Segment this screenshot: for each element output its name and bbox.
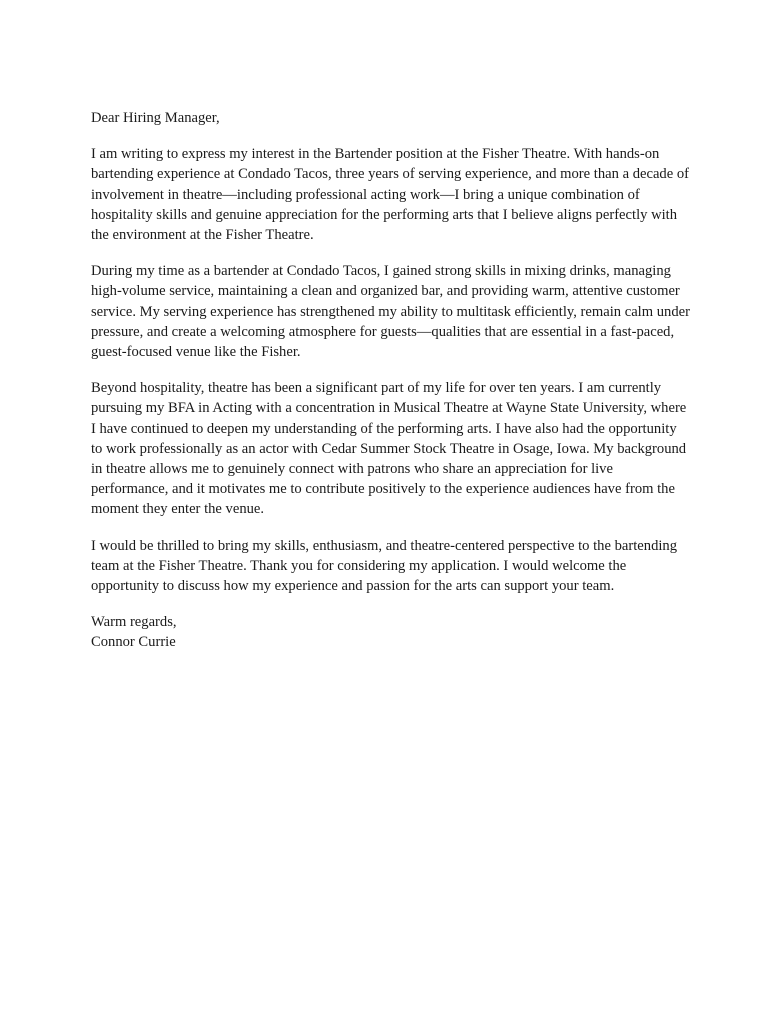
letter-closing-block	[91, 612, 691, 652]
letter-paragraph-bartending: During my time as a bartender at Condado Tacos, I gained strong skills in mixing drinks, managing high-volume service, maintaining a clean and organized bar, and providing warm, attentive customer service. My serving experience has strengthened my ability to multitask efficiently, remain calm under pressure, and create a welcoming atmosphere for guests—qualities that are essential in a fast-paced, guest-focused venue like the Fisher.	[91, 263, 690, 361]
letter-paragraph-theatre: Beyond hospitality, theatre has been a significant part of my life for over ten years. I am currently pursuing my BFA in Acting with a concentration in Musical Theatre at Wayne State University, where I have continued to deepen my understanding of the performing arts. I have also had the opportunity to work professionally as an actor with Cedar Summer Stock Theatre in Osage, Iowa. My background in theatre allows me to genuinely connect with patrons who share an appreciation for live performance, and it motivates me to contribute positively to the experience audiences have from the moment they enter the venue.	[91, 380, 687, 518]
letter-paragraph-conclusion: I would be thrilled to bring my skills, enthusiasm, and theatre-centered perspective to the bartending team at the Fisher Theatre. Thank you for considering my application. I would welcome the opportunity to discuss how my experience and passion for the arts can support your team.	[91, 537, 678, 595]
letter-closing: Warm regards,	[91, 614, 177, 631]
letter-paragraph-intro: I am writing to express my interest in the Bartender position at the Fisher Theatre. With hands-on bartending experience at Condado Tacos, three years of serving experience, and more than a decade of involvement in theatre—including professional acting work—I bring a unique combination of hospitality skills and genuine appreciation for the performing arts that I believe aligns perfectly with the environment at the Fisher Theatre.	[91, 146, 690, 244]
letter-signature: Connor Currie	[91, 634, 176, 651]
cover-letter	[91, 108, 691, 653]
letter-salutation: Dear Hiring Manager,	[91, 110, 220, 126]
